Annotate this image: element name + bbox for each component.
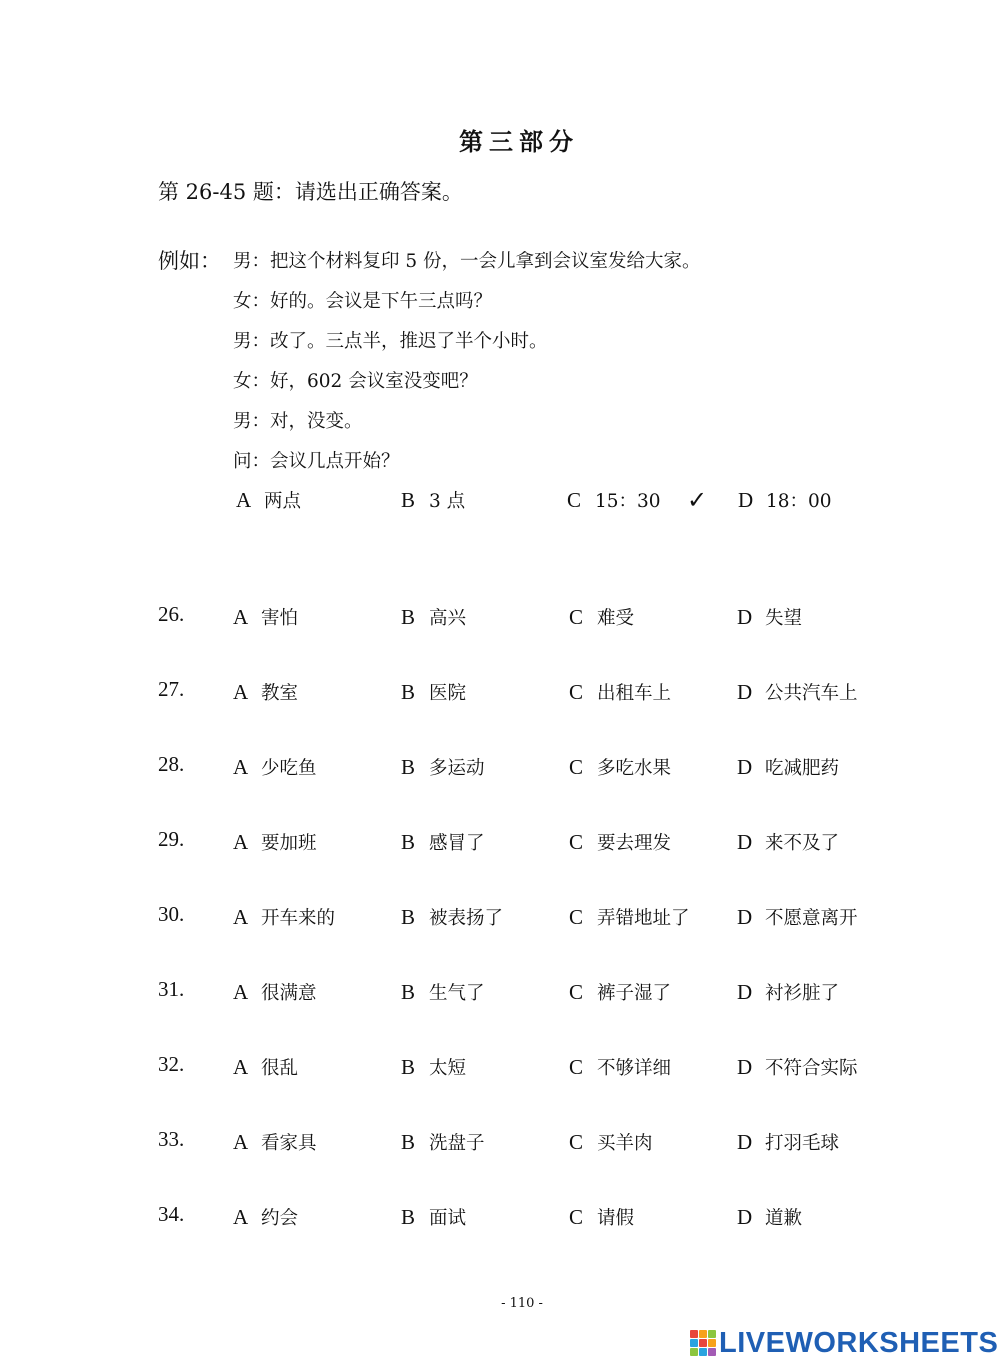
option-letter: D [737, 605, 753, 629]
question-number: 28. [158, 752, 185, 776]
answer-option[interactable] [401, 1054, 466, 1080]
example-dialog-line: 男：对，没变。 [233, 411, 363, 432]
answer-option[interactable] [569, 1054, 671, 1080]
option-text: 很乱 [261, 1058, 299, 1079]
option-text: 15：30 [595, 491, 661, 512]
example-dialog-line: 女：好的。会议是下午三点吗？ [233, 291, 493, 312]
liveworksheets-watermark [690, 1325, 998, 1361]
option-letter: C [569, 755, 584, 779]
option-letter: C [569, 605, 584, 629]
answer-option[interactable] [569, 904, 690, 930]
option-text: 多运动 [429, 758, 485, 779]
option-letter: A [236, 488, 252, 512]
answer-option[interactable] [569, 604, 634, 630]
page-title: 第三部分 [459, 127, 579, 156]
answer-option[interactable] [569, 1129, 653, 1155]
option-text: 失望 [765, 608, 803, 629]
option-text: 不符合实际 [765, 1058, 858, 1079]
option-text: 少吃鱼 [261, 758, 317, 779]
answer-option[interactable] [233, 1204, 298, 1230]
option-text: 多吃水果 [597, 758, 672, 779]
option-text: 开车来的 [261, 908, 336, 929]
option-text: 高兴 [429, 608, 467, 629]
option-text: 洗盘子 [429, 1133, 485, 1154]
check-mark-icon: ✓ [687, 486, 708, 514]
example-option [236, 487, 301, 513]
option-letter: D [737, 830, 753, 854]
answer-option[interactable] [233, 1129, 317, 1155]
option-letter: B [401, 755, 416, 779]
answer-option[interactable] [233, 679, 298, 705]
example-option [738, 487, 832, 513]
option-letter: B [401, 905, 416, 929]
example-dialog-line: 男：改了。三点半，推迟了半个小时。 [233, 331, 548, 352]
option-text: 衬衫脏了 [765, 983, 840, 1004]
logo-square [699, 1339, 707, 1347]
option-letter: B [401, 1055, 416, 1079]
answer-option[interactable] [737, 604, 802, 630]
option-text: 3 点 [429, 491, 466, 512]
question-number: 30. [158, 902, 185, 926]
option-text: 买羊肉 [597, 1133, 653, 1154]
question-number: 26. [158, 602, 185, 626]
option-letter: C [567, 488, 582, 512]
answer-option[interactable] [569, 1204, 634, 1230]
option-text: 公共汽车上 [765, 683, 858, 704]
example-dialog-line: 男：把这个材料复印 5 份，一会儿拿到会议室发给大家。 [233, 251, 701, 272]
option-text: 18：00 [766, 491, 832, 512]
option-letter: A [233, 755, 249, 779]
answer-option[interactable] [233, 829, 317, 855]
example-option [567, 487, 661, 513]
question-number: 27. [158, 677, 185, 701]
option-text: 打羽毛球 [765, 1133, 840, 1154]
option-text: 生气了 [429, 983, 485, 1004]
answer-option[interactable] [737, 1204, 802, 1230]
option-letter: B [401, 1205, 416, 1229]
option-letter: C [569, 1205, 584, 1229]
answer-option[interactable] [737, 904, 858, 930]
option-text: 出租车上 [597, 683, 672, 704]
option-text: 吃减肥药 [765, 758, 840, 779]
answer-option[interactable] [401, 979, 485, 1005]
option-text: 害怕 [261, 608, 299, 629]
logo-square [699, 1348, 707, 1356]
option-letter: A [233, 980, 249, 1004]
option-letter: D [737, 980, 753, 1004]
example-label: 例如： [158, 249, 221, 273]
option-text: 医院 [429, 683, 467, 704]
option-text: 两点 [264, 491, 302, 512]
option-letter: B [401, 830, 416, 854]
option-letter: D [737, 680, 753, 704]
question-number: 31. [158, 977, 185, 1001]
option-text: 要去理发 [597, 833, 672, 854]
answer-option[interactable] [233, 1054, 298, 1080]
answer-option[interactable] [569, 754, 671, 780]
answer-option[interactable] [401, 1204, 466, 1230]
option-letter: A [233, 680, 249, 704]
option-letter: C [569, 905, 584, 929]
option-text: 难受 [597, 608, 635, 629]
question-number: 33. [158, 1127, 185, 1151]
question-number: 34. [158, 1202, 185, 1226]
option-letter: B [401, 488, 416, 512]
watermark-text: LIVEWORKSHEETS [719, 1326, 999, 1359]
option-letter: B [401, 680, 416, 704]
logo-square [690, 1339, 698, 1347]
option-text: 太短 [429, 1058, 467, 1079]
option-letter: C [569, 1130, 584, 1154]
answer-option[interactable] [401, 604, 466, 630]
option-text: 来不及了 [765, 833, 840, 854]
answer-option[interactable] [737, 1054, 858, 1080]
option-letter: D [737, 1205, 753, 1229]
answer-option[interactable] [233, 604, 298, 630]
answer-option[interactable] [737, 754, 839, 780]
option-letter: A [233, 1055, 249, 1079]
logo-square [708, 1330, 716, 1338]
option-text: 约会 [261, 1208, 299, 1229]
answer-option[interactable] [737, 1129, 839, 1155]
option-text: 弄错地址了 [597, 908, 690, 929]
option-letter: A [233, 1205, 249, 1229]
option-letter: B [401, 605, 416, 629]
answer-option[interactable] [569, 679, 671, 705]
option-text: 请假 [597, 1208, 635, 1229]
liveworksheets-logo-icon [690, 1330, 716, 1356]
answer-option[interactable] [233, 979, 317, 1005]
option-text: 看家具 [261, 1133, 317, 1154]
answer-option[interactable] [401, 829, 485, 855]
answer-option[interactable] [737, 979, 839, 1005]
option-text: 教室 [261, 683, 299, 704]
option-letter: B [401, 1130, 416, 1154]
answer-option[interactable] [401, 679, 466, 705]
answer-option[interactable] [569, 979, 671, 1005]
option-letter: D [737, 755, 753, 779]
option-letter: C [569, 1055, 584, 1079]
option-text: 感冒了 [429, 833, 485, 854]
question-number: 32. [158, 1052, 185, 1076]
example-option [401, 487, 465, 513]
answer-option[interactable] [233, 904, 335, 930]
page-number: - 110 - [501, 1296, 543, 1311]
option-text: 裤子湿了 [597, 983, 672, 1004]
option-letter: A [233, 1130, 249, 1154]
option-letter: B [401, 980, 416, 1004]
option-text: 很满意 [261, 983, 317, 1004]
option-letter: C [569, 980, 584, 1004]
option-text: 要加班 [261, 833, 317, 854]
instruction: 第 26-45 题：请选出正确答案。 [158, 180, 463, 204]
answer-option[interactable] [233, 754, 317, 780]
answer-option[interactable] [401, 1129, 485, 1155]
option-letter: C [569, 680, 584, 704]
option-letter: D [738, 488, 754, 512]
option-letter: C [569, 830, 584, 854]
option-letter: A [233, 905, 249, 929]
option-letter: D [737, 1055, 753, 1079]
answer-option[interactable] [401, 754, 485, 780]
answer-option[interactable] [737, 829, 839, 855]
answer-option[interactable] [569, 829, 671, 855]
logo-square [708, 1339, 716, 1347]
option-text: 不够详细 [597, 1058, 672, 1079]
logo-square [708, 1348, 716, 1356]
question-number: 29. [158, 827, 185, 851]
option-text: 面试 [429, 1208, 467, 1229]
option-letter: A [233, 605, 249, 629]
answer-option[interactable] [737, 679, 858, 705]
logo-square [690, 1348, 698, 1356]
option-letter: D [737, 905, 753, 929]
option-text: 不愿意离开 [765, 908, 858, 929]
option-text: 道歉 [765, 1208, 803, 1229]
answer-option[interactable] [401, 904, 503, 930]
option-letter: A [233, 830, 249, 854]
logo-square [699, 1330, 707, 1338]
example-dialog-line: 问：会议几点开始？ [233, 451, 400, 472]
example-dialog-line: 女：好，602 会议室没变吧？ [233, 371, 478, 392]
option-text: 被表扬了 [429, 908, 504, 929]
logo-square [690, 1330, 698, 1338]
option-letter: D [737, 1130, 753, 1154]
